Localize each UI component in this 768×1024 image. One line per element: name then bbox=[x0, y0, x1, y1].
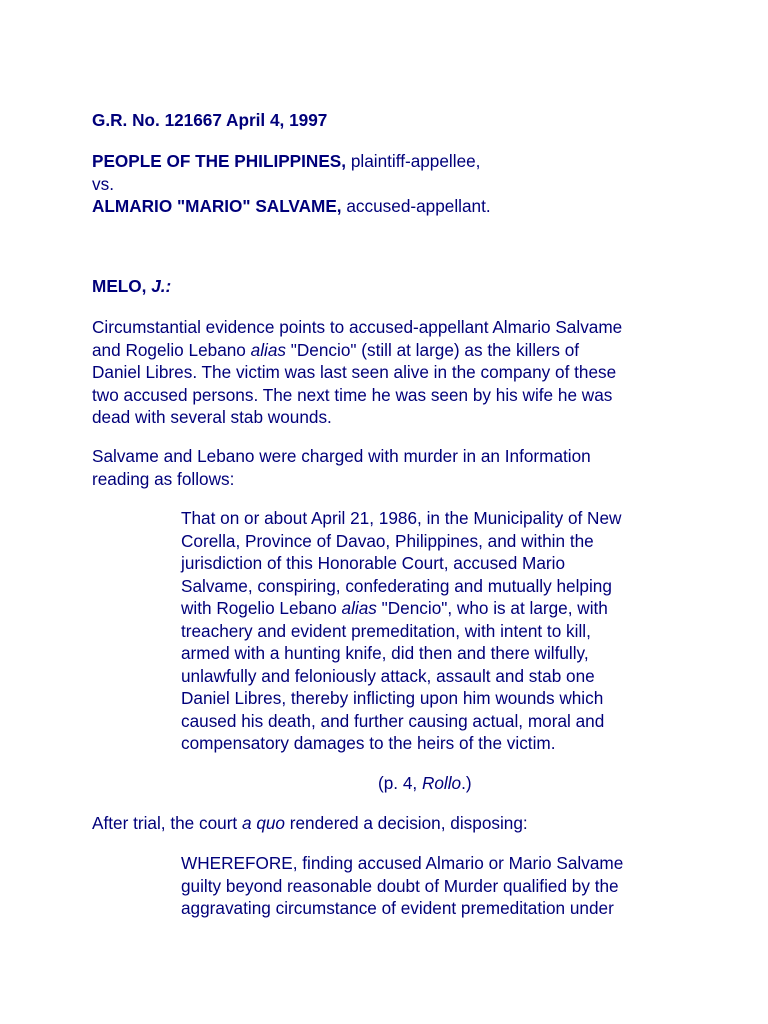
case-number bbox=[92, 109, 327, 132]
text-run: "Dencio", who is at large, with bbox=[376, 598, 608, 618]
quote-line: guilty beyond reasonable doubt of Murder qualified by the bbox=[181, 875, 619, 896]
quote-line: Salvame, conspiring, confederating and mutually helping bbox=[181, 575, 612, 596]
paragraph-line: Circumstantial evidence points to accused-appellant Almario Salvame bbox=[92, 317, 623, 337]
quote-line: Daniel Libres, thereby inflicting upon him wounds which bbox=[181, 688, 604, 708]
quote-line: WHEREFORE, finding accused Almario or Mario Salvame bbox=[181, 853, 624, 873]
text-run: .) bbox=[461, 773, 472, 793]
paragraph-line: dead with several stab wounds. bbox=[92, 407, 332, 427]
quote-line: aggravating circumstance of evident premeditation under bbox=[181, 898, 614, 918]
text-run: and Rogelio Lebano bbox=[92, 339, 251, 360]
plaintiff-line bbox=[92, 150, 491, 173]
paragraph-line: Salvame and Lebano were charged with murder in an Information bbox=[92, 446, 591, 466]
quote-line: Corella, Province of Davao, Philippines, and within the bbox=[181, 530, 594, 551]
gr-number: G.R. No. 121667 April 4, 1997 bbox=[92, 110, 328, 130]
decision-quote bbox=[181, 852, 623, 920]
quote-line: armed with a hunting knife, did then and there wilfully, bbox=[181, 643, 589, 663]
paragraph-line: Daniel Libres. The victim was last seen alive in the company of these bbox=[92, 362, 617, 382]
ponente-title: J.: bbox=[151, 276, 172, 296]
accused-role: accused-appellant. bbox=[341, 196, 491, 216]
versus: vs. bbox=[92, 173, 114, 194]
quote-line: That on or about April 21, 1986, in the Municipality of New bbox=[181, 508, 622, 528]
quote-line: jurisdiction of this Honorable Court, accused Mario bbox=[181, 553, 566, 573]
text-run: with Rogelio Lebano bbox=[181, 598, 342, 618]
italic-alias: alias bbox=[341, 598, 377, 618]
accused-name: ALMARIO "MARIO" SALVAME, bbox=[92, 196, 342, 216]
text-run: rendered a decision, disposing: bbox=[285, 813, 528, 833]
text-run: After trial, the court bbox=[92, 813, 242, 833]
case-parties bbox=[92, 150, 491, 218]
italic-a-quo: a quo bbox=[241, 813, 285, 833]
quote-line bbox=[181, 597, 621, 620]
plaintiff-name: PEOPLE OF THE PHILIPPINES, bbox=[92, 151, 347, 171]
paragraph-1 bbox=[92, 316, 622, 429]
ponente-name: MELO, bbox=[92, 276, 152, 296]
text-run: (p. 4, bbox=[378, 773, 422, 793]
citation-line bbox=[378, 772, 472, 795]
text-run: "Dencio" (still at large) as the killers of bbox=[286, 339, 580, 360]
ponente-line bbox=[92, 275, 171, 298]
quote-line: unlawfully and feloniously attack, assault and stab one bbox=[181, 665, 595, 686]
citation bbox=[378, 772, 472, 795]
quote-line: caused his death, and further causing actual, moral and bbox=[181, 710, 605, 731]
accused-line bbox=[92, 195, 491, 218]
ponente bbox=[92, 275, 171, 298]
paragraph-2 bbox=[92, 445, 591, 490]
italic-alias: alias bbox=[250, 339, 286, 360]
information-quote bbox=[181, 507, 621, 755]
paragraph-3 bbox=[92, 812, 528, 835]
paragraph-line bbox=[92, 812, 528, 835]
plaintiff-role: plaintiff-appellee, bbox=[346, 151, 481, 171]
paragraph-line bbox=[92, 339, 622, 362]
paragraph-line: reading as follows: bbox=[92, 468, 235, 489]
paragraph-line: two accused persons. The next time he was seen by his wife he was bbox=[92, 384, 613, 405]
italic-rollo: Rollo bbox=[421, 773, 462, 793]
quote-line: treachery and evident premeditation, with intent to kill, bbox=[181, 620, 591, 641]
quote-line: compensatory damages to the heirs of the victim. bbox=[181, 733, 556, 753]
